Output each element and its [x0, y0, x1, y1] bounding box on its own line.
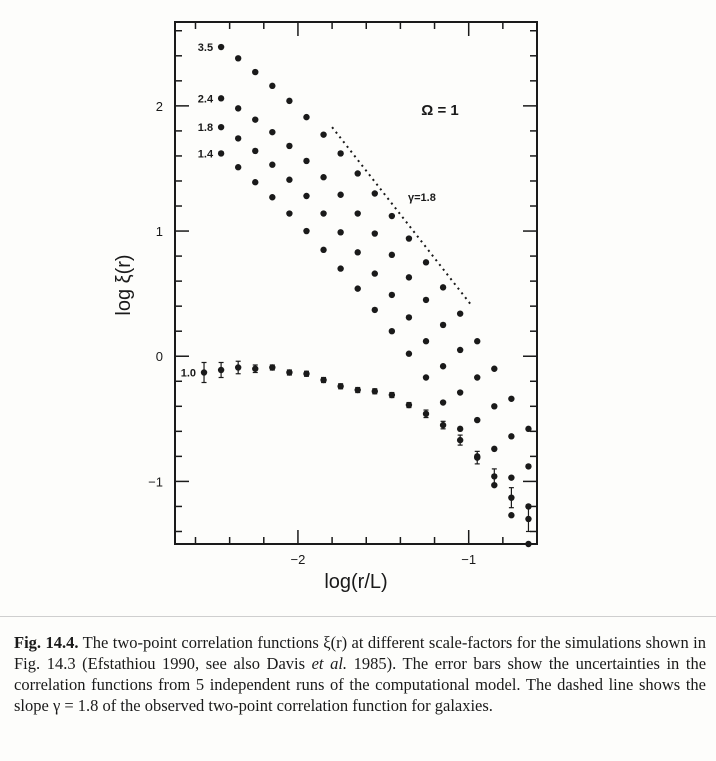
data-point — [252, 116, 258, 122]
data-point — [525, 426, 531, 432]
data-point — [406, 235, 412, 241]
data-point — [320, 174, 326, 180]
data-point — [491, 473, 497, 479]
data-point — [508, 396, 514, 402]
data-point — [372, 270, 378, 276]
data-point — [457, 437, 463, 443]
caption-divider — [0, 616, 716, 617]
data-point — [491, 403, 497, 409]
data-point — [389, 392, 395, 398]
data-point — [389, 292, 395, 298]
data-point — [201, 369, 207, 375]
data-point — [389, 213, 395, 219]
data-point — [218, 150, 224, 156]
data-point — [355, 285, 361, 291]
data-point — [252, 366, 258, 372]
caption-etal: et al. — [311, 654, 348, 673]
series-label: 1.8 — [197, 122, 214, 135]
data-point — [372, 190, 378, 196]
data-point — [269, 194, 275, 200]
data-point — [372, 230, 378, 236]
series-1-0 — [201, 361, 532, 531]
data-point — [457, 310, 463, 316]
data-point — [269, 162, 275, 168]
y-axis-label: log ξ(r) — [113, 254, 135, 316]
data-point — [337, 383, 343, 389]
data-point — [303, 371, 309, 377]
data-point — [286, 177, 292, 183]
data-point — [337, 150, 343, 156]
data-point — [406, 351, 412, 357]
series-label: 2.4 — [197, 93, 214, 106]
caption-lead: Fig. 14.4. — [14, 633, 79, 652]
data-point — [389, 252, 395, 258]
data-point — [337, 265, 343, 271]
data-point — [406, 314, 412, 320]
data-point — [372, 307, 378, 313]
data-point — [337, 192, 343, 198]
axis-ticks — [175, 22, 537, 544]
data-points — [201, 44, 532, 547]
omega-annotation: Ω = 1 — [421, 102, 459, 119]
data-point — [423, 374, 429, 380]
data-point — [491, 366, 497, 372]
series-label: 3.5 — [197, 42, 214, 55]
data-point — [235, 55, 241, 61]
data-point — [218, 44, 224, 50]
data-point — [269, 129, 275, 135]
data-point — [303, 193, 309, 199]
data-point — [474, 454, 480, 460]
data-point — [218, 95, 224, 101]
data-point — [440, 322, 446, 328]
data-point — [355, 170, 361, 176]
figure-caption — [14, 632, 706, 716]
data-point — [355, 249, 361, 255]
data-point — [218, 124, 224, 130]
data-point — [491, 446, 497, 452]
data-point — [372, 388, 378, 394]
data-point — [508, 474, 514, 480]
data-point — [337, 229, 343, 235]
slope-reference-line — [332, 127, 472, 306]
y-tick-label: 0 — [155, 349, 163, 365]
data-point — [474, 338, 480, 344]
data-point — [423, 411, 429, 417]
y-tick-label: 1 — [155, 224, 163, 240]
caption-text-2: 1985). The error bars show the uncertainties in the correlation functions from 5 independent runs of the computational model. The dashed line shows the slope γ = 1.8 of the observed two-point correlation function for galaxies. — [14, 654, 707, 715]
data-point — [474, 374, 480, 380]
data-point — [303, 158, 309, 164]
data-point — [355, 387, 361, 393]
data-point — [286, 210, 292, 216]
series-1-4 — [218, 150, 532, 547]
tick-labels — [148, 99, 476, 567]
x-axis-label: log(r/L) — [324, 571, 388, 593]
data-point — [423, 338, 429, 344]
data-point — [269, 364, 275, 370]
data-point — [440, 422, 446, 428]
data-point — [286, 369, 292, 375]
data-point — [508, 512, 514, 518]
data-point — [457, 347, 463, 353]
data-point — [440, 399, 446, 405]
data-point — [440, 284, 446, 290]
data-point — [525, 516, 531, 522]
series-3-5 — [218, 44, 532, 432]
data-point — [389, 328, 395, 334]
data-point — [286, 98, 292, 104]
gamma-annotation: γ=1.8 — [408, 192, 436, 204]
series-label: 1.4 — [197, 148, 214, 161]
y-tick-label: −1 — [148, 474, 163, 490]
data-point — [252, 69, 258, 75]
plot-frame — [175, 22, 537, 544]
data-point — [508, 433, 514, 439]
series-2-4 — [218, 95, 532, 469]
series-label: 1.0 — [180, 367, 197, 380]
data-point — [406, 402, 412, 408]
data-point — [252, 148, 258, 154]
gamma-slope-line — [332, 127, 472, 306]
data-point — [525, 541, 531, 547]
data-point — [235, 105, 241, 111]
data-point — [440, 363, 446, 369]
x-tick-label: −1 — [461, 552, 477, 567]
caption-text-1: The two-point correlation functions ξ(r) at different scale-factors for the simulations shown in Fig. 14.3 (Efstathiou 1990, see also Davis — [14, 633, 706, 673]
data-point — [235, 164, 241, 170]
data-point — [218, 367, 224, 373]
data-point — [474, 417, 480, 423]
data-point — [252, 179, 258, 185]
data-point — [235, 364, 241, 370]
data-point — [355, 210, 361, 216]
data-point — [320, 210, 326, 216]
data-point — [303, 114, 309, 120]
data-point — [457, 426, 463, 432]
data-point — [235, 135, 241, 141]
data-point — [303, 228, 309, 234]
data-point — [423, 297, 429, 303]
data-point — [269, 83, 275, 89]
data-point — [508, 494, 514, 500]
data-point — [457, 389, 463, 395]
series-labels — [181, 42, 214, 379]
y-tick-label: 2 — [155, 98, 163, 114]
data-point — [525, 463, 531, 469]
data-point — [320, 247, 326, 253]
data-point — [286, 143, 292, 149]
data-point — [320, 131, 326, 137]
x-tick-label: −2 — [290, 552, 306, 567]
data-point — [423, 259, 429, 265]
data-point — [320, 377, 326, 383]
series-1-8 — [218, 124, 532, 510]
data-point — [406, 274, 412, 280]
